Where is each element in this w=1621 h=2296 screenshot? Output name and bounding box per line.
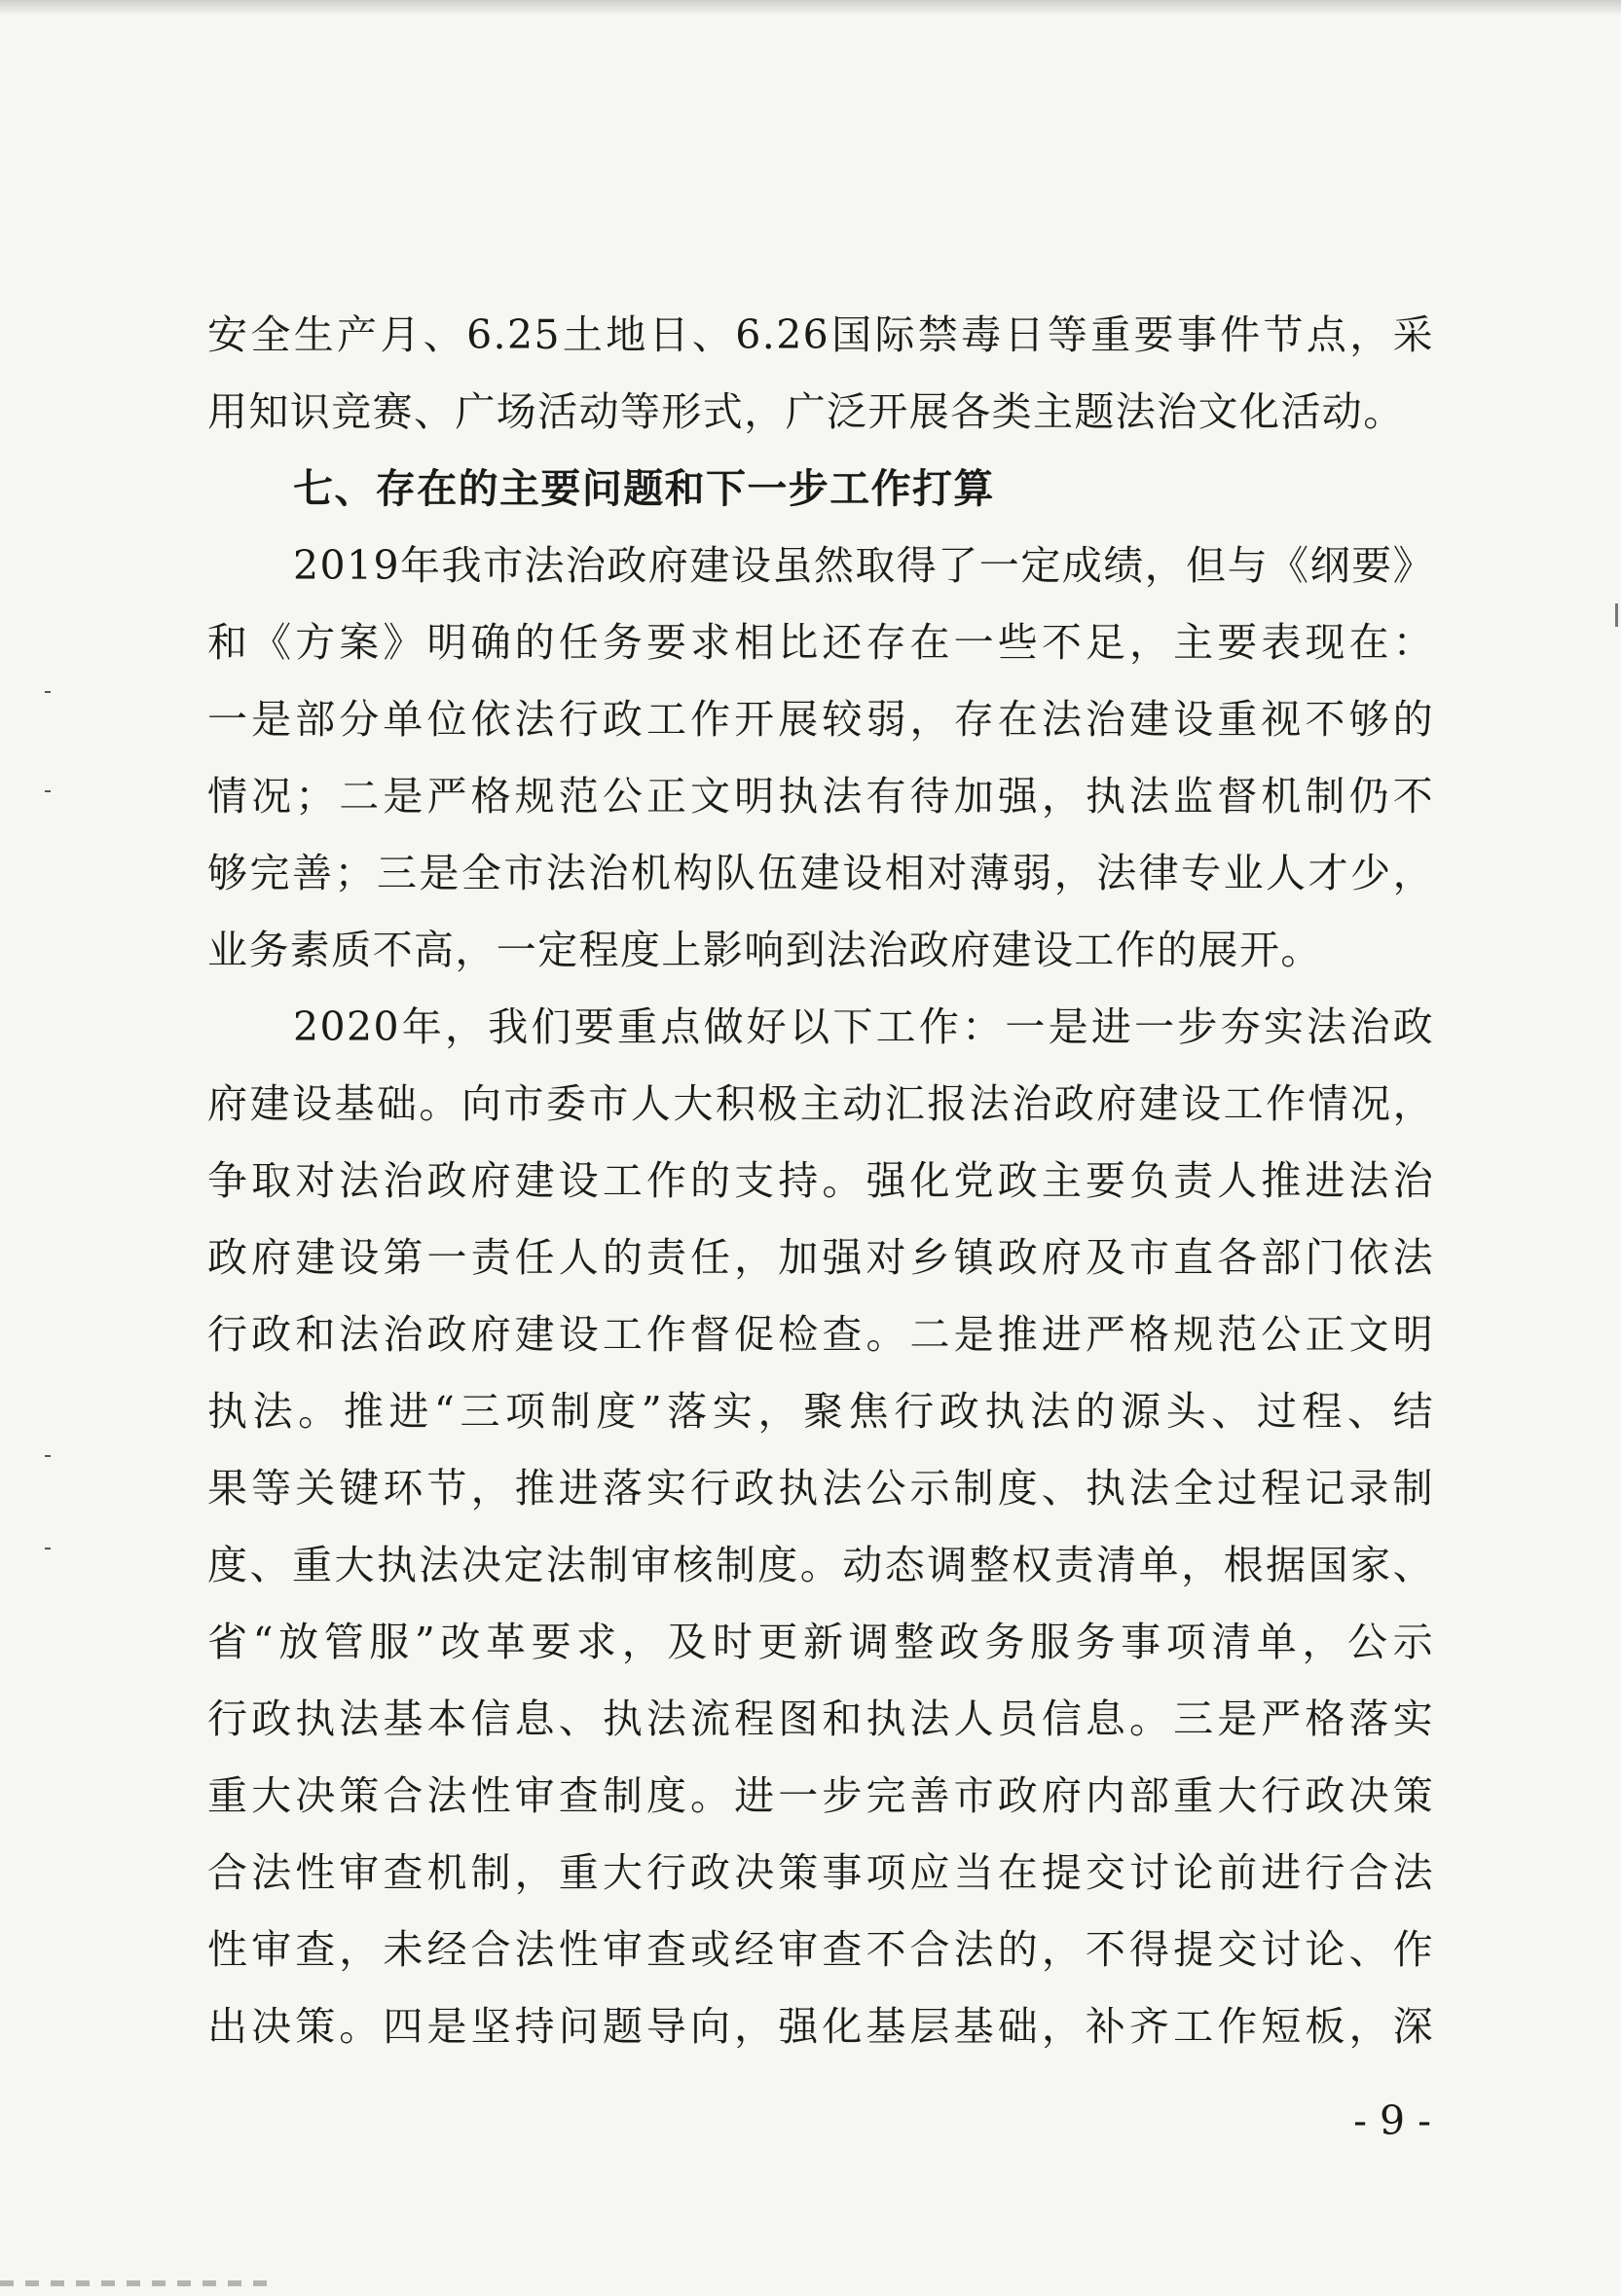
- binding-mark: [45, 1455, 51, 1457]
- body-line: 重大决策合法性审查制度。进一步完善市政府内部重大行政决策: [207, 1772, 1434, 1819]
- body-line: 争取对法治政府建设工作的支持。强化党政主要负责人推进法治: [207, 1157, 1434, 1204]
- body-line: 政府建设第一责任人的责任，加强对乡镇政府及市直各部门依法: [207, 1234, 1434, 1281]
- binding-mark: [1615, 603, 1618, 627]
- body-line: 府建设基础。向市委市人大积极主动汇报法治政府建设工作情况，: [207, 1080, 1434, 1127]
- body-line: 合法性审查机制，重大行政决策事项应当在提交讨论前进行合法: [207, 1849, 1434, 1896]
- body-line: 业务素质不高，一定程度上影响到法治政府建设工作的展开。: [207, 927, 1322, 973]
- body-line: 省“放管服”改革要求，及时更新调整政务服务事项清单，公示: [207, 1619, 1434, 1665]
- scan-edge: [0, 0, 1621, 16]
- section-heading: 七、存在的主要问题和下一步工作打算: [293, 465, 995, 512]
- body-line: 一是部分单位依法行政工作开展较弱，存在法治建设重视不够的: [207, 696, 1434, 743]
- paragraph-plans: [207, 989, 1434, 2065]
- binding-mark: [45, 691, 51, 693]
- body-line: 用知识竞赛、广场活动等形式，广泛开展各类主题法治文化活动。: [207, 388, 1405, 435]
- body-line: 2020年，我们要重点做好以下工作：一是进一步夯实法治政: [293, 1003, 1434, 1050]
- document-body: [207, 297, 1434, 2065]
- body-line: 行政和法治政府建设工作督促检查。二是推进严格规范公正文明: [207, 1311, 1434, 1358]
- page-number: - 9 -: [1353, 2097, 1431, 2144]
- body-line: 行政执法基本信息、执法流程图和执法人员信息。三是严格落实: [207, 1695, 1434, 1742]
- body-line: 出决策。四是坚持问题导向，强化基层基础，补齐工作短板，深: [207, 2003, 1434, 2050]
- body-line: 执法。推进“三项制度”落实，聚焦行政执法的源头、过程、结: [207, 1388, 1434, 1435]
- paragraph-problems: [207, 528, 1434, 989]
- binding-mark: [45, 790, 51, 792]
- body-line: 和《方案》明确的任务要求相比还存在一些不足，主要表现在：: [207, 619, 1434, 666]
- binding-mark: [45, 1548, 51, 1549]
- body-line: 性审查，未经合法性审查或经审查不合法的，不得提交讨论、作: [207, 1926, 1434, 1973]
- body-line: 安全生产月、6.25土地日、6.26国际禁毒日等重要事件节点，采: [207, 311, 1434, 358]
- body-line: 够完善；三是全市法治机构队伍建设相对薄弱，法律专业人才少，: [207, 850, 1434, 896]
- body-line: 2019年我市法治政府建设虽然取得了一定成绩，但与《纲要》: [293, 542, 1434, 589]
- scan-edge: [0, 2280, 273, 2286]
- body-line: 果等关键环节，推进落实行政执法公示制度、执法全过程记录制: [207, 1465, 1434, 1512]
- body-line: 度、重大执法决定法制审核制度。动态调整权责清单，根据国家、: [207, 1542, 1434, 1588]
- body-line: 情况；二是严格规范公正文明执法有待加强，执法监督机制仍不: [207, 773, 1434, 820]
